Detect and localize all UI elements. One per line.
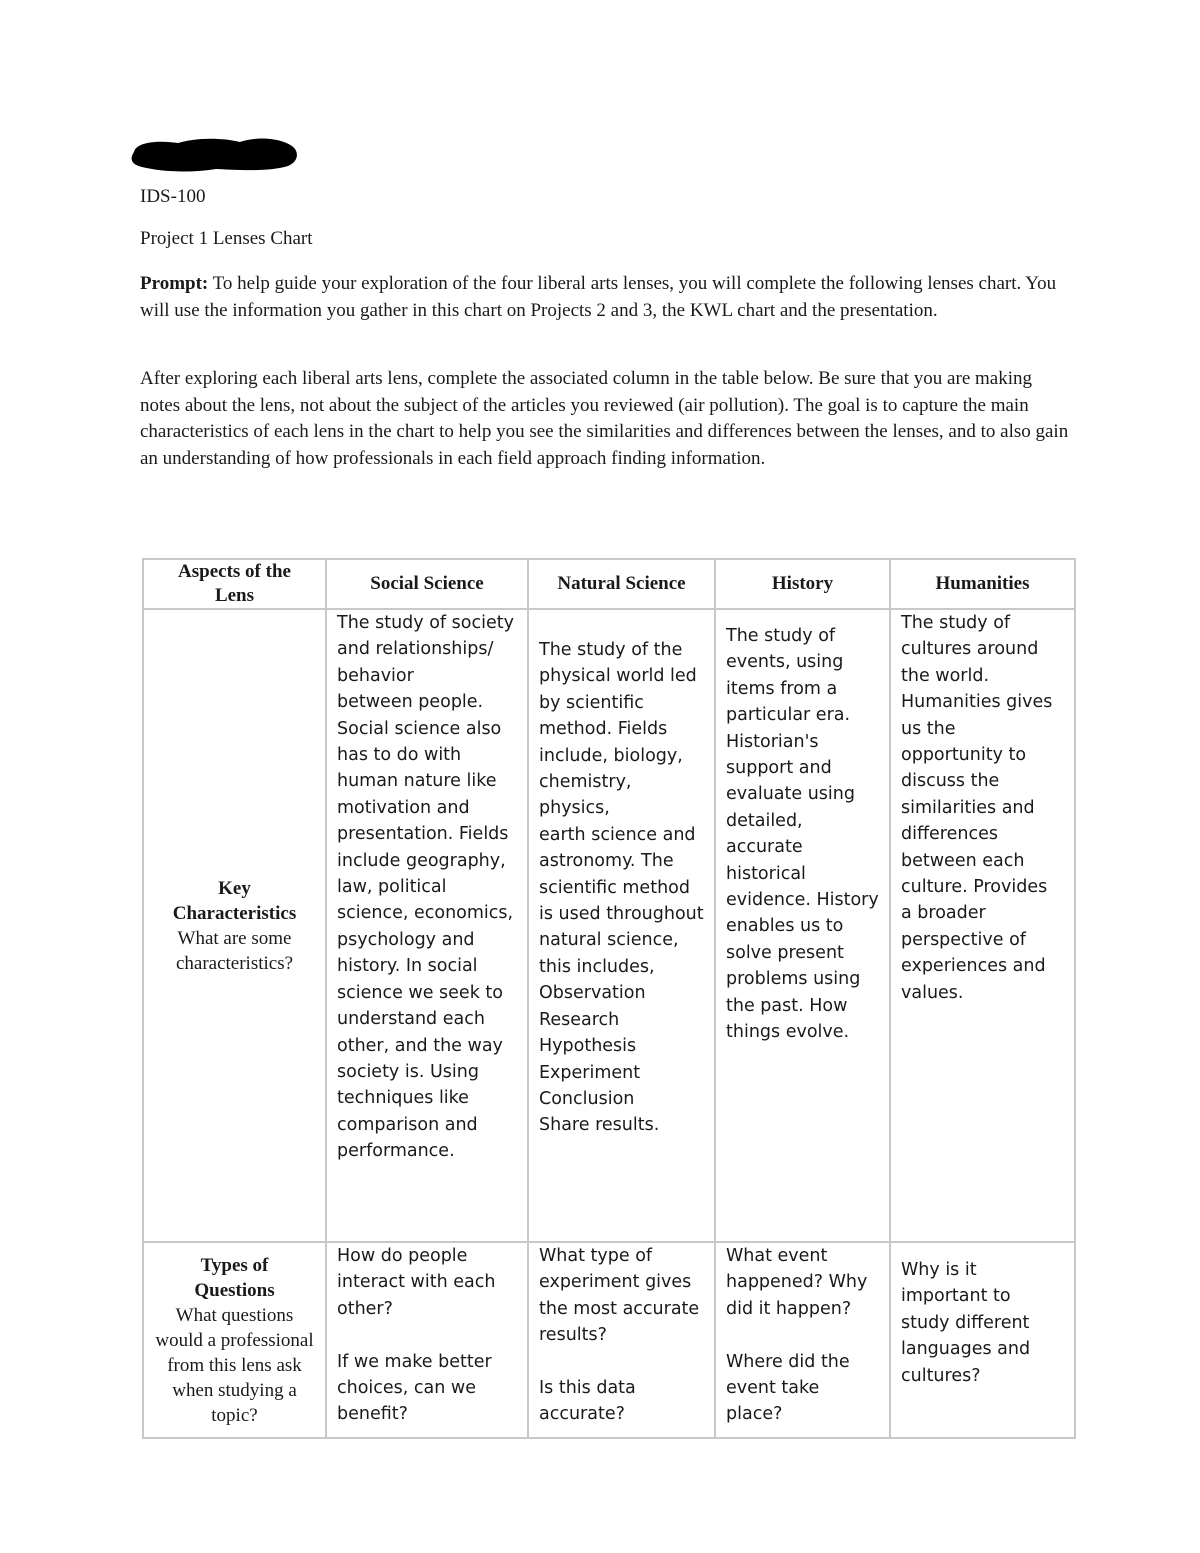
row-head-types-of-questions	[143, 1242, 326, 1438]
header-natural-science: Natural Science	[528, 559, 715, 609]
header-aspects: Aspects of the Lens	[143, 559, 326, 609]
cell-natural-science-characteristics: The study of the physical world led by scientific method. Fields include, biology, chemistry, physics, earth science and astronomy. The scientific method is used throughout natural science, this includes, Observation Research Hypothesis Experiment Conclusion Share results.	[528, 609, 715, 1242]
cell-history-characteristics: The study of events, using items from a particular era. Historian's support and evaluate using detailed, accurate historical evidence. History enables us to solve present problems using the past. How things evolve.	[715, 609, 890, 1242]
prompt-label: Prompt:	[140, 273, 209, 294]
table-row	[143, 1242, 1075, 1438]
header-social-science: Social Science	[326, 559, 528, 609]
cell-social-science-questions: How do people interact with each other? If we make better choices, can we benefit?	[326, 1242, 528, 1438]
header-humanities: Humanities	[890, 559, 1075, 609]
row-title: Key Characteristics	[172, 877, 297, 924]
instructions-paragraph: After exploring each liberal arts lens, complete the associated column in the table below. Be sure that you are making notes about the lens, not about the subject of the articles you reviewed (air pollution). The goal is to capture the main characteristics of each lens in the chart to help you see the similarities and differences between the lenses, and to also gain an understanding of how professionals in each field approach finding information.	[140, 368, 1069, 469]
table-row	[143, 609, 1075, 1242]
table-header-row	[143, 559, 1075, 609]
course-code: IDS-100	[140, 186, 206, 207]
assignment-title: Project 1 Lenses Chart	[140, 228, 313, 249]
header-history: History	[715, 559, 890, 609]
prompt-paragraph	[140, 271, 1070, 324]
row-subtitle: What are some characteristics?	[175, 927, 294, 974]
cell-humanities-questions: Why is it important to study different languages and cultures?	[890, 1242, 1075, 1438]
cell-humanities-characteristics: The study of cultures around the world. Humanities gives us the opportunity to discuss the similarities and differences between each culture. Provides a broader perspective of experiences and values.	[890, 609, 1075, 1242]
cell-natural-science-questions: What type of experiment gives the most accurate results? Is this data accurate?	[528, 1242, 715, 1438]
redacted-name-mark	[128, 134, 300, 174]
cell-history-questions: What event happened? Why did it happen? Where did the event take place?	[715, 1242, 890, 1438]
prompt-text: To help guide your exploration of the four liberal arts lenses, you will complete the following lenses chart. You will use the information you gather in this chart on Projects 2 and 3, the KWL chart and the presentation.	[140, 273, 1057, 321]
lenses-chart-table	[142, 558, 1076, 1439]
row-head-key-characteristics	[143, 609, 326, 1242]
row-title: Types of Questions	[194, 1254, 275, 1301]
cell-social-science-characteristics: The study of society and relationships/ behavior between people. Social science also has to do with human nature like motivation and presentation. Fields include geography, law, political science, economics, psychology and history. In social science we seek to understand each other, and the way society is. Using techniques like comparison and performance.	[326, 609, 528, 1242]
row-subtitle: What questions would a professional from this lens ask when studying a topic?	[155, 1304, 314, 1426]
